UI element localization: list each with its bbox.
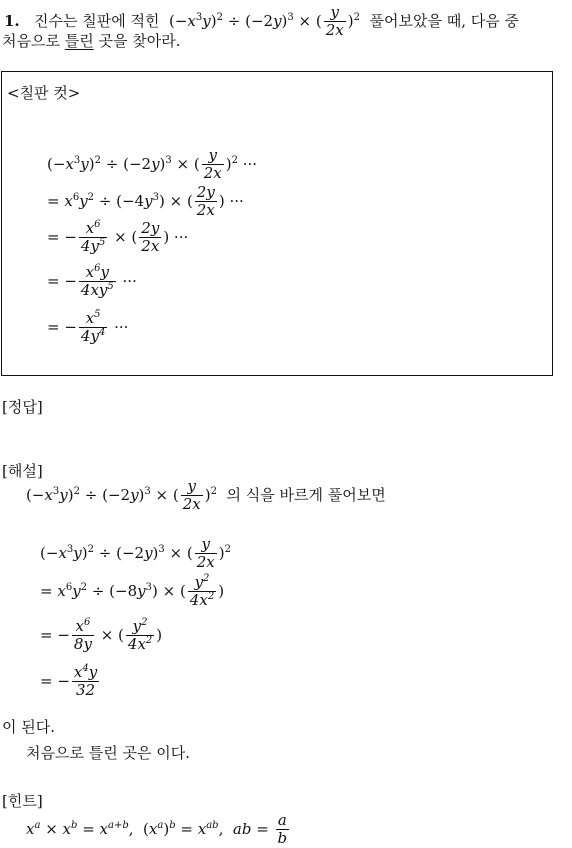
solution-intro: $(-x^3y)^2 \div (-2y)^3$ × ( $\frac{y}{2x}$ )$^2$ 의 식을 바르게 풀어보면 — [26, 477, 386, 514]
solution-step-1: $(-x^3y)^2 \div (-2y)^3$ × ( $\frac{y}{2x}$ )$^2$ — [40, 535, 231, 572]
board-step-4: = − $\frac{x^6y}{4xy^5}$ ··· — [47, 263, 137, 300]
problem-number: 1. — [4, 11, 20, 30]
problem-intro: 진수는 칠판에 적힌 — [33, 11, 160, 30]
problem-expression: $(-x^3y)^2 \div (-2y)^3$ × ( $\frac{y}{2x}$ )$^2$ — [169, 3, 360, 40]
problem-tail: 풀어보았을 때, 다음 중 — [369, 11, 520, 30]
solution-label: [해설] — [2, 462, 43, 480]
chalkboard-box — [1, 71, 553, 376]
chalkboard-label: <칠판 컷> — [7, 84, 81, 102]
problem-line-2 — [2, 30, 181, 52]
board-step-2: = $x^6y^2 \div (-4y^3)$ × ( $\frac{2y}{2x}$ ) ··· — [47, 183, 244, 220]
solution-result: 처음으로 틀린 곳은 이다. — [26, 744, 190, 762]
solution-step-4: = − $\frac{x^4y}{32}$ — [40, 663, 98, 700]
solution-step-3: = − $\frac{x^6}{8y}$ × ( $\frac{y^2}{4x^2}$ ) — [40, 617, 163, 654]
hint-label: [힌트] — [2, 792, 43, 810]
answer-label: [정답] — [2, 398, 43, 416]
board-step-5: = − $\frac{x^5}{4y^4}$ ··· — [47, 309, 129, 346]
underlined-word: 틀린 — [64, 32, 94, 50]
problem-fraction: $\frac{y}{2x}$ — [325, 3, 344, 40]
solution-step-2: = $x^6y^2 \div (-8y^3)$ × ( $\frac{y^2}{4x^2}$ ) — [40, 573, 225, 610]
solution-conclusion: 이 된다. — [2, 718, 56, 736]
solution-intro-tail: 의 식을 바르게 풀어보면 — [226, 485, 386, 504]
board-step-3: = − $\frac{x^6}{4y^5}$ × ( $\frac{2y}{2x}$ ) ··· — [47, 219, 189, 256]
problem-line2-end: 곳을 찾아라. — [98, 32, 181, 50]
hint-formula: $x^a \times x^b = x^{a+b}$, $(x^a)^b = x^{ab}$, ab = $\frac{a}{b}$ — [26, 811, 288, 848]
problem-line2-start: 처음으로 — [2, 32, 60, 50]
board-step-1: $(-x^3y)^2 \div (-2y)^3$ × ( $\frac{y}{2x}$ )$^2$ ··· — [47, 146, 258, 183]
